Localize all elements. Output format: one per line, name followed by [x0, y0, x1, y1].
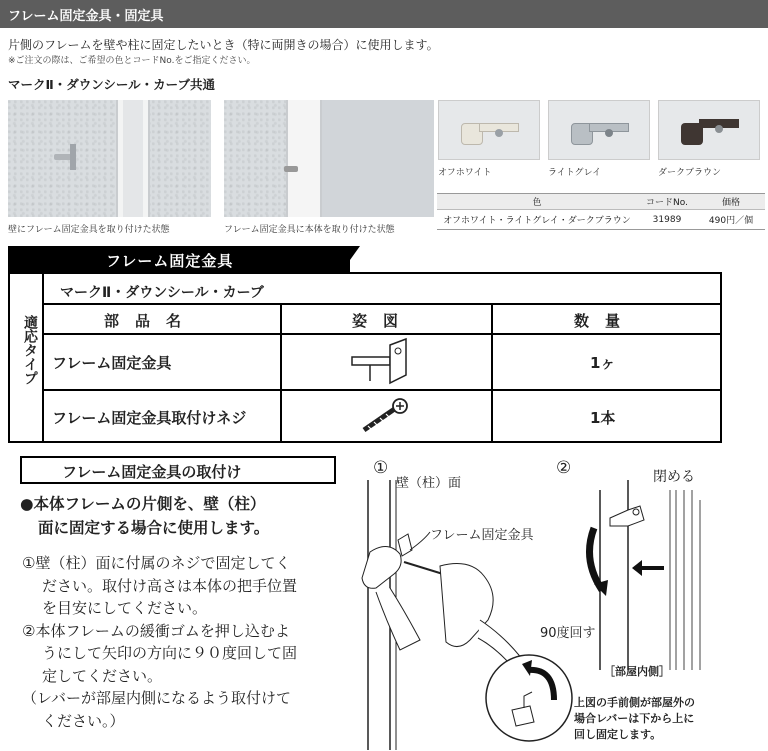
photo-wall-bracket	[8, 100, 211, 217]
tab-slant	[340, 246, 360, 274]
screw-figure	[360, 398, 410, 434]
diagram-step2-marker: ②	[556, 458, 572, 478]
divider	[42, 389, 722, 391]
step-line: を目安にしてください。	[42, 599, 208, 617]
step-line: ①壁（柱）面に付属のネジで固定してく	[22, 554, 291, 572]
diagram-rotate-label: 90度回す	[540, 626, 596, 641]
photo-caption-mid: フレーム固定金具に本体を取り付けた状態	[224, 225, 395, 235]
diagram-room-label: ［部屋内側］	[604, 665, 670, 678]
photo-frame-attached	[224, 100, 434, 217]
part-name-1: フレーム固定金具	[52, 354, 172, 372]
spec-cell-code: 31989	[637, 210, 697, 230]
spec-header-code: コードNo.	[637, 194, 697, 210]
bracket-figure	[350, 337, 412, 385]
photo-caption-left: 壁にフレーム固定金具を取り付けた状態	[8, 225, 170, 235]
parts-table-tab	[8, 246, 350, 274]
bullet-line-1: ●本体フレームの片側を、壁（柱）	[20, 495, 266, 513]
order-note: ※ご注文の際は、ご希望の色とコードNo.をご指定ください。	[8, 56, 256, 66]
swatch-label-lightgray: ライトグレイ	[548, 168, 602, 178]
spec-header-color: 色	[437, 194, 637, 210]
header-figure: 姿図	[352, 312, 415, 330]
swatch-label-darkbrown: ダークブラウン	[658, 168, 722, 178]
note-line: 回し固定します。	[574, 728, 662, 741]
divider	[280, 303, 282, 442]
diagram-close-label: 閉める	[653, 469, 695, 485]
note-line: 場合レバーは下から上に	[574, 712, 695, 725]
instructions-title: フレーム固定金具の取付け	[62, 463, 242, 481]
diagram-note	[574, 695, 695, 743]
part-qty-2: 1本	[590, 409, 616, 427]
divider	[42, 333, 722, 335]
spec-cell-color: オフホワイト・ライトグレイ・ダークブラウン	[437, 210, 637, 230]
note-line: 上図の手前側が部屋外の	[574, 696, 695, 709]
parts-table-title: フレーム固定金具	[106, 252, 234, 270]
part-name-2: フレーム固定金具取付けネジ	[52, 409, 247, 427]
bullet-line-2: 面に固定する場合に使用します。	[38, 519, 270, 537]
instructions-title-box	[20, 456, 336, 484]
type-row-text: マークⅡ・ダウンシール・カーブ	[60, 285, 264, 301]
section-header	[0, 0, 768, 28]
side-label	[14, 300, 38, 400]
step-line: ください。）	[42, 711, 125, 730]
step-line: ださい。取付け高さは本体の把手位置	[42, 576, 298, 595]
header-quantity: 数量	[574, 312, 637, 330]
compatibility-subtitle: マークⅡ・ダウンシール・カーブ共通	[8, 77, 216, 92]
diagram-inset-circle	[484, 648, 574, 748]
spec-header-row	[437, 194, 765, 210]
step-line: うにして矢印の方向に９０度回して固	[42, 644, 298, 662]
instructions-bullet	[20, 492, 269, 540]
part-qty-1: 1ヶ	[590, 354, 616, 372]
table-row	[437, 210, 765, 230]
intro-text: 片側のフレームを壁や柱に固定したいとき（特に両開きの場合）に使用します。	[8, 38, 439, 52]
swatch-label-offwhite: オフホワイト	[438, 168, 492, 178]
step-line: 定してください。	[42, 666, 163, 685]
swatch-offwhite	[438, 100, 540, 160]
divider	[491, 303, 493, 442]
swatch-darkbrown	[658, 100, 760, 160]
divider	[42, 303, 722, 305]
diagram-bracket-label: フレーム固定金具	[430, 528, 534, 543]
side-label-text: 適応タイプ	[22, 315, 38, 385]
spec-header-price: 価格	[697, 194, 765, 210]
section-title: フレーム固定金具・固定具	[8, 9, 164, 24]
diagram-rotate-illustration	[580, 480, 768, 670]
spec-cell-price: 490円／個	[697, 210, 765, 230]
step-line: （レバーが部屋内側になるよう取付けて	[22, 689, 291, 707]
swatch-lightgray	[548, 100, 650, 160]
spec-table	[437, 193, 765, 230]
step-line: ②本体フレームの緩衝ゴムを押し込むよ	[22, 621, 290, 640]
instruction-steps	[22, 552, 342, 732]
diagram-wall-label: 壁（柱）面	[396, 476, 462, 491]
diagram-step1-marker: ①	[373, 458, 389, 478]
header-part-name: 部品名	[104, 312, 198, 330]
